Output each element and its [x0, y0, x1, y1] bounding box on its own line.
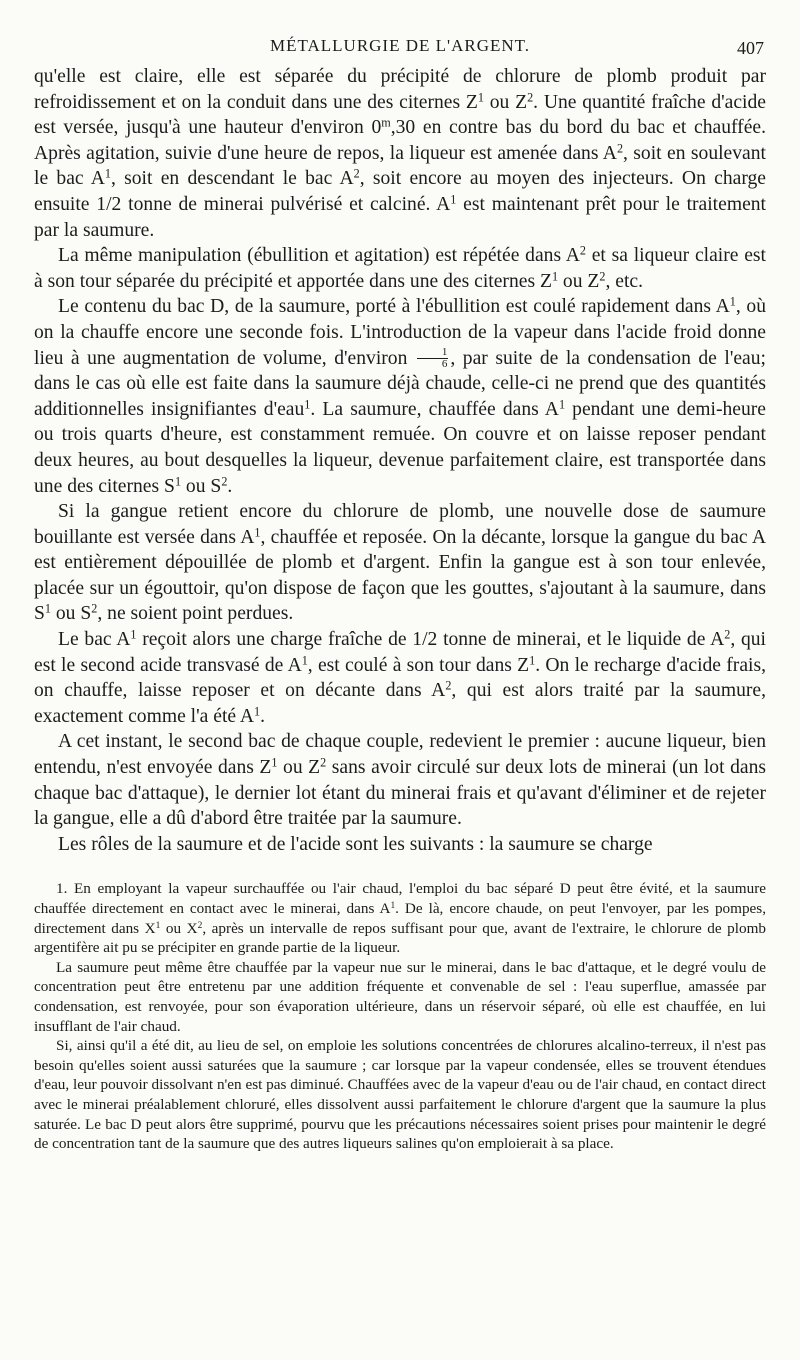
superscript: 1 [130, 627, 137, 642]
superscript: 2 [221, 473, 228, 488]
superscript: 1 [174, 473, 182, 488]
superscript: 2 [353, 166, 360, 181]
superscript: 1 [254, 525, 261, 540]
paragraph: La même manipulation (ébullition et agitation) est répétée dans $A^2$ et sa liqueur claire est à son tour séparée du précipité et apportée dans une des citernes $Z^1$ ou $Z^2$, etc. [34, 243, 766, 292]
superscript: 1 [301, 652, 308, 667]
paragraph: Les rôles de la saumure et de l'acide sont les suivants : la saumure se charge [58, 833, 653, 855]
running-title: MÉTALLURGIE DE L'ARGENT. [269, 36, 531, 55]
superscript: 2 [599, 269, 606, 284]
paragraph: Si la gangue retient encore du chlorure de plomb, une nouvelle dose de saumure bouillante est versée dans $A^1$, chauffée et reposée. On la décante, lorsque la gangue du bac A est entièrement dépouillée de plomb et d'argent. Enfin la gangue est à son tour enlevée, placée sur un égouttoir, qu'on dispose de façon que les gouttes, s'ajoutant à la saumure, dans $S^1$ ou $S^2$, ne soient point perdues. [34, 501, 766, 625]
superscript: 2 [579, 243, 586, 258]
footnote: Si, ainsi qu'il a été dit, au lieu de sel, on emploie les solutions concentrées de chlorures alcalino-terreux, il n'est pas besoin qu'elles soient aussi saturées que la saumure ; car lorsque par la vapeur condensée, elles se trouvent étendues d'eau, leur pouvoir dissolvant n'en est pas diminué. Chauffées avec de la vapeur d'eau ou de l'air chaud, en contact direct avec le minerai préalablement chloruré, elles dissolvent aussi parfaitement le chlorure d'argent que la saumure la plus saturée. Le bac D peut alors être supprimé, pourvu que les précautions nécessaires soient prises pour maintenir le degré de concentration tant de la saumure que des autres liqueurs salines qu'on emploierait à sa place. [34, 1037, 766, 1153]
superscript: 1 [44, 601, 51, 616]
superscript: 1 [551, 269, 559, 284]
superscript: 1 [529, 652, 536, 667]
superscript: 1 [271, 755, 278, 770]
superscript: 1 [155, 920, 161, 931]
superscript: 2 [320, 755, 327, 770]
superscript: 2 [616, 141, 624, 156]
superscript: 1 [254, 704, 261, 719]
superscript: 2 [445, 678, 452, 693]
page-header [34, 30, 766, 64]
fraction: $\frac{1}{6}$ [417, 347, 449, 370]
superscript: m [381, 115, 391, 130]
superscript: 1 [729, 294, 736, 309]
superscript: 1 [477, 89, 484, 104]
paragraph: qu'elle est claire, elle est séparée du précipité de chlorure de plomb produit par refroidissement et on la conduit dans une des citernes $Z^1$ ou $Z^2$. Une quantité fraîche d'acide est versée, jusqu'à une hauteur d'environ 0$^m$,30 en contre bas du bord du bac et chauffée. Après agitation, suivie d'une heure de repos, la liqueur est amenée dans $A^2$, soit en soulevant le bac $A^1$, soit en descendant le bac $A^2$, soit encore au moyen des injecteurs. On charge ensuite 1/2 tonne de minerai pulvérisé et calciné. $A^1$ est maintenant prêt pour le traitement par la saumure. [34, 66, 767, 241]
superscript: 2 [91, 601, 98, 616]
superscript: 2 [197, 920, 203, 931]
paragraph: Le bac $A^1$ reçoit alors une charge fraîche de 1/2 tonne de minerai, et le liquide de $A^2$, qui est le second acide transvasé de $A^1$, est coulé à son tour dans $Z^1$. On le recharge d'acide frais, on chauffe, laisse reposer et on décante dans $A^2$, qui est alors traité par la saumure, exactement comme l'a été $A^1$. [34, 627, 767, 727]
page-number: 407 [737, 38, 764, 58]
superscript: 1 [304, 397, 311, 412]
body-text [34, 64, 766, 857]
footnote: La saumure peut même être chauffée par la vapeur nue sur le minerai, dans le bac d'attaque, et le degré voulu de concentration peut être entretenu par une addition fréquente et convenable de sel : l'eau superflue, amassée par condensation, est renvoyée, pour son évaporation ultérieure, dans un réservoir séparé, où elle est chauffée, en lui insufflant de l'air chaud. [34, 958, 766, 1035]
footnote: 1. En employant la vapeur surchauffée ou l'air chaud, l'emploi du bac séparé D peut être évité, et la saumure chauffée directement en contact avec le minerai, dans $A^1$. De là, encore chaude, on peut l'envoyer, par les pompes, directement dans $X^1$ ou $X^2$, après un intervalle de repos suffisant pour que, avant de l'extraire, le chlorure de plomb argentifère ait pu se précipiter en grande partie de la liqueur. [34, 880, 766, 957]
superscript: 1 [104, 166, 111, 181]
paragraph: Le contenu du bac D, de la saumure, porté à l'ébullition est coulé rapidement dans $A^1$, où on la chauffe encore une seconde fois. L'introduction de la vapeur dans l'acide froid donne lieu à une augmentation de volume, d'environ $\frac{1}{6}$ , par suite de la condensation de l'eau; dans le cas où elle est faite dans la saumure déjà chaude, celle-ci ne prend que des quantités additionnelles insignifiantes d'eau$^1$. La saumure, chauffée dans $A^1$ pendant une demi-heure ou trois quarts d'heure, est constamment remuée. On couvre et on laisse reposer pendant deux heures, au bout desquelles la liqueur, devenue parfaitement claire, est transportée dans une des citernes $S^1$ ou $S^2$. [34, 294, 767, 497]
superscript: 1 [450, 192, 457, 207]
superscript: 1 [390, 900, 396, 911]
superscript: 2 [527, 89, 534, 104]
footnotes [34, 879, 766, 1153]
superscript: 2 [724, 627, 731, 642]
paragraph: A cet instant, le second bac de chaque couple, redevient le premier : aucune liqueur, bien entendu, n'est envoyée dans $Z^1$ ou $Z^2$ sans avoir circulé sur deux lots de minerai (un lot dans chaque bac d'attaque), le dernier lot étant du minerai frais et qu'avant d'éliminer et de rejeter la gangue, elle a dû d'abord être traitée par la saumure. [34, 731, 766, 830]
superscript: 1 [558, 397, 566, 412]
